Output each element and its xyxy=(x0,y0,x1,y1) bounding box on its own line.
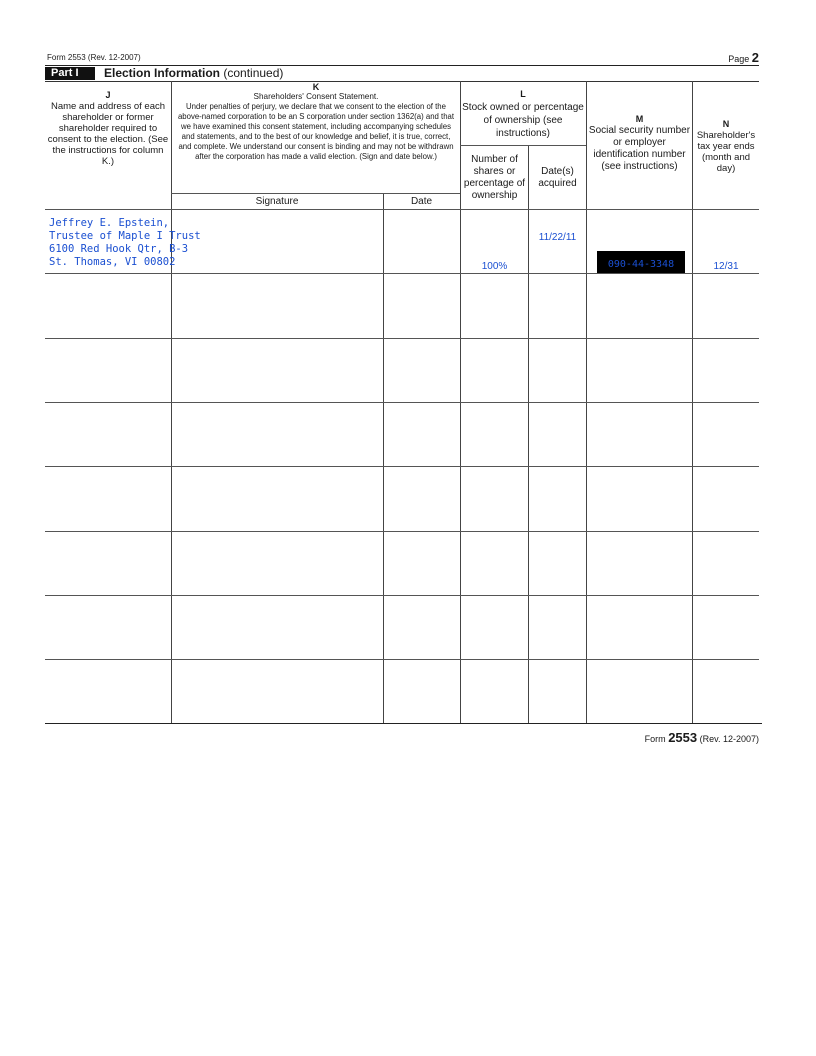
part-tag: Part I xyxy=(45,67,95,80)
column-k-title: Shareholders' Consent Statement. xyxy=(253,92,379,101)
column-j-text: Name and address of each shareholder or former shareholder required to consent to the election. (See the instructions for column K.) xyxy=(47,101,169,167)
column-m-text: Social security number or employer identification number (see instructions) xyxy=(588,125,691,172)
signature-header: Signature xyxy=(255,196,299,207)
part-title-bold: Election Information xyxy=(104,66,221,80)
column-k-text: Under penalties of perjury, we declare that we consent to the election of the above-named corporation to be an S corporation under section 1362(a) and that we have examined this consent statement, including accompanying schedules and statements, and to the best of our knowledge and belief, it is true, correct, and complete. We understand our consent is binding and may not be withdrawn after the corporation has made a valid election. (Sign and date below.) xyxy=(177,102,455,161)
row-line-4 xyxy=(45,466,759,467)
page-number-value: 2 xyxy=(751,50,759,65)
column-m-letter: M xyxy=(635,114,644,124)
column-m-header xyxy=(587,113,692,173)
tax-year-end-value[interactable]: 12/31 xyxy=(713,261,739,272)
part-title xyxy=(104,66,283,80)
table-bottom-line xyxy=(45,723,762,724)
column-n-letter: N xyxy=(722,119,730,129)
shareholder-name-line1: Jeffrey E. Epstein, xyxy=(49,217,170,229)
ssn-value[interactable]: 090-44-3348 xyxy=(607,259,675,270)
ssn-redaction xyxy=(597,251,685,273)
column-j-header xyxy=(46,90,170,167)
row-line-3 xyxy=(45,402,759,403)
footer-form-number: 2553 xyxy=(668,730,698,745)
column-l-text: Stock owned or percentage of ownership (see instructions) xyxy=(462,102,584,139)
header-line-signature xyxy=(171,193,460,194)
header-bottom-line xyxy=(45,209,759,210)
shareholder-address-line1: 6100 Red Hook Qtr, B-3 xyxy=(49,243,189,255)
date-header: Date xyxy=(410,196,433,207)
footer-form-word: Form xyxy=(644,734,666,744)
column-n-header xyxy=(693,119,759,174)
column-l-letter: L xyxy=(520,89,526,99)
column-j-letter: J xyxy=(105,90,111,100)
footer-rev: (Rev. 12-2007) xyxy=(699,734,759,744)
page-number xyxy=(728,50,759,65)
column-k-letter: K xyxy=(312,82,320,92)
column-n-text: Shareholder's tax year ends (month and day) xyxy=(696,130,756,174)
form-revision-label: Form 2553 (Rev. 12-2007) xyxy=(47,53,141,62)
shareholder-address-line2: St. Thomas, VI 00802 xyxy=(49,256,176,268)
row-line-7 xyxy=(45,659,759,660)
page-label: Page xyxy=(728,54,750,64)
part-title-rest: (continued) xyxy=(223,66,284,80)
dates-acquired-header: Date(s) acquired xyxy=(538,166,577,189)
shares-header: Number of shares or percentage of ownership xyxy=(463,154,526,201)
column-k-header xyxy=(175,82,457,162)
form-footer xyxy=(645,730,759,745)
shareholder-name-line2: Trustee of Maple I Trust xyxy=(49,230,201,242)
header-line-stock xyxy=(460,145,586,146)
ownership-value[interactable]: 100% xyxy=(481,261,508,272)
date-acquired-value[interactable]: 11/22/11 xyxy=(538,232,577,243)
row-line-2 xyxy=(45,338,759,339)
column-l-header xyxy=(461,88,585,140)
row-line-5 xyxy=(45,531,759,532)
row-line-6 xyxy=(45,595,759,596)
shareholder-name-address[interactable] xyxy=(49,217,201,269)
